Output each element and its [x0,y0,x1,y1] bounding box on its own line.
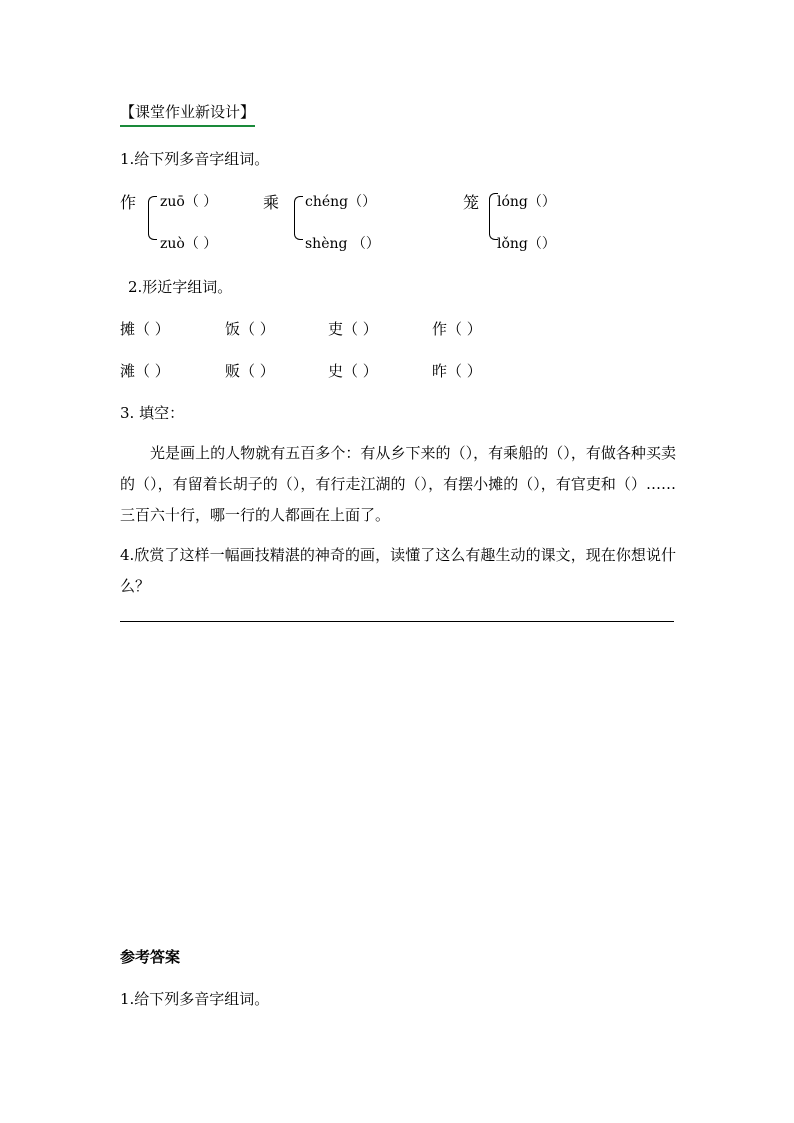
q3-fill-paragraph: 光是画上的人物就有五百多个：有从乡下来的（），有乘船的（），有做各种买卖的（），有留着长胡子的（），有行走江湖的（），有摆小摊的（），有官吏和（）……三百六十行，哪一行的人都画在上面了。 [120,444,676,524]
similar-char-item: 贩（ ） [225,362,275,380]
reading-1: lóng（） [497,194,556,210]
q3-title: 3. 填空： [120,404,185,422]
brace-icon [148,196,157,240]
polyphone-char: 乘 [263,193,280,212]
reading-1: chéng（） [305,194,377,210]
q1-title: 1.给下列多音字组词。 [120,150,270,168]
reading-2: shèng （） [305,236,380,252]
similar-char-item: 摊（ ） [120,320,170,338]
similar-char-item: 滩（ ） [120,362,170,380]
section-heading: 【课堂作业新设计】 [120,101,255,127]
brace-icon [294,196,303,240]
reading-2: lǒng（） [497,236,556,252]
answers-title: 参考答案 [120,948,181,966]
answers-q1-title: 1.给下列多音字组词。 [120,990,270,1008]
similar-char-item: 饭（ ） [225,320,275,338]
similar-char-item: 史（ ） [328,362,378,380]
similar-char-item: 作（ ） [432,320,482,338]
answer-line [120,621,674,622]
similar-char-item: 吏（ ） [328,320,378,338]
q2-title: 2.形近字组词。 [128,278,233,296]
polyphone-char: 笼 [463,193,480,212]
reading-1: zuō（ ） [160,194,218,210]
reading-2: zuò（ ） [160,236,218,252]
q4-question: 4.欣赏了这样一幅画技精湛的神奇的画，读懂了这么有趣生动的课文，现在你想说什么？ [120,546,676,595]
similar-char-item: 昨（ ） [432,362,482,380]
polyphone-char: 作 [120,193,137,212]
